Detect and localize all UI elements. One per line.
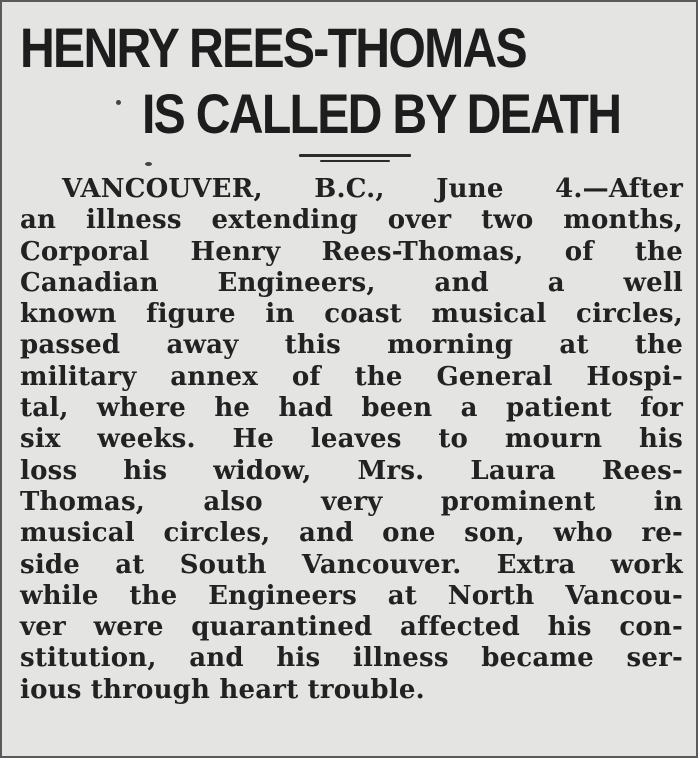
- article-line: Thomas, also very prominent in: [20, 486, 683, 517]
- article-line: side at South Vancouver. Extra work: [20, 549, 683, 580]
- article-line: VANCOUVER, B.C., June 4.—After: [62, 174, 683, 204]
- article-line: Corporal Henry Rees-Thomas, of the: [20, 236, 683, 267]
- article-body: [20, 174, 683, 706]
- article-line: known figure in coast musical circles,: [20, 299, 683, 330]
- article-line: passed away this morning at the: [20, 330, 683, 361]
- headline-divider: [299, 154, 411, 157]
- article-line: military annex of the General Hospi-: [20, 361, 683, 392]
- article-line: tal, where he had been a patient for: [20, 393, 683, 424]
- article-line: Canadian Engineers, and a well: [20, 267, 683, 298]
- article-line: musical circles, and one son, who re-: [20, 518, 683, 549]
- headline-line-2: IS CALLED BY DEATH: [142, 82, 621, 145]
- headline-divider-underline: [320, 160, 390, 162]
- article-line: an illness extending over two months,: [20, 205, 683, 236]
- headline-line-1: HENRY REES-THOMAS: [20, 16, 526, 79]
- article-line: loss his widow, Mrs. Laura Rees-: [20, 455, 683, 486]
- article-line: ver were quarantined affected his con-: [20, 612, 683, 643]
- ink-speck: [145, 162, 152, 166]
- ink-speck: [116, 100, 121, 105]
- article-line: while the Engineers at North Vancou-: [20, 580, 683, 611]
- article-line: six weeks. He leaves to mourn his: [20, 424, 683, 455]
- article-line: stitution, and his illness became ser-: [20, 643, 683, 674]
- article-line: ious through heart trouble.: [20, 674, 425, 705]
